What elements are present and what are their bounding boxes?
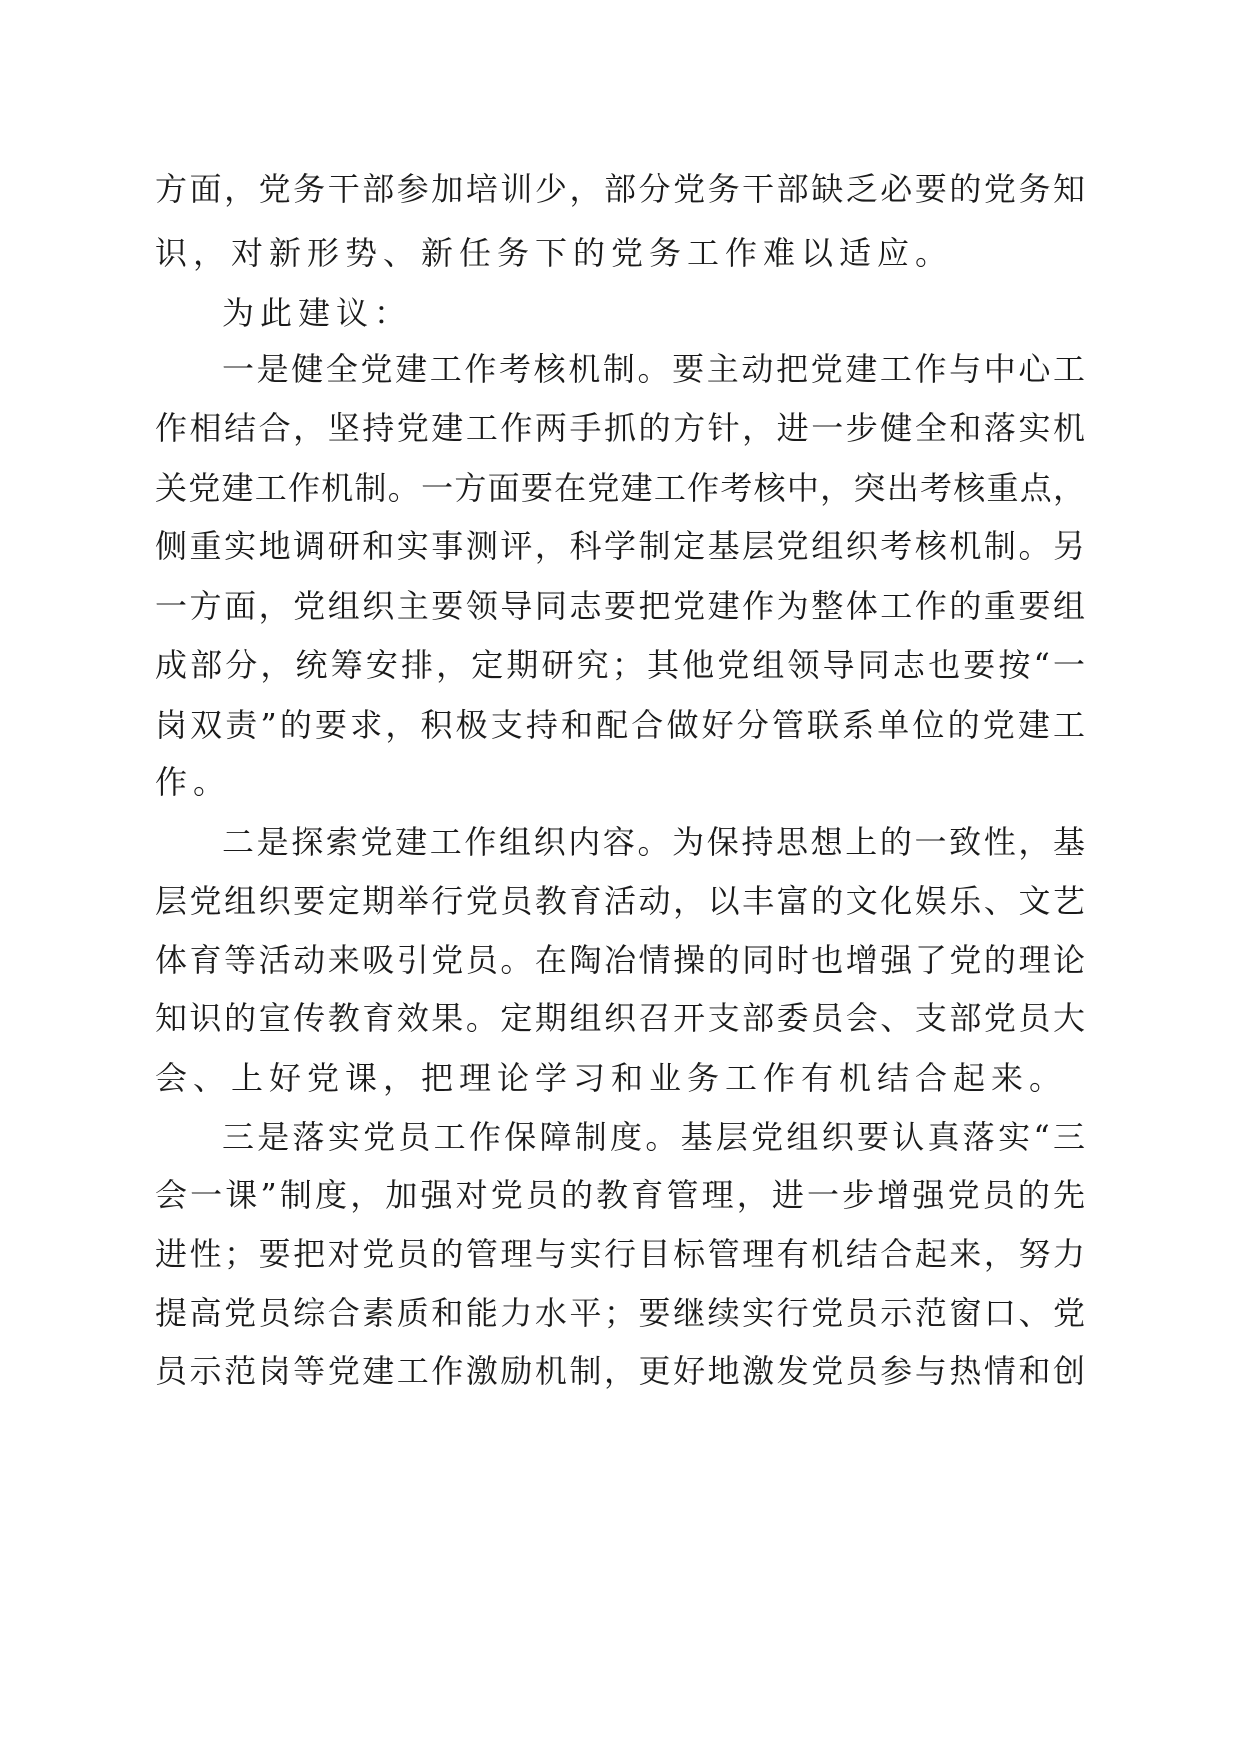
- text-line-6: 关党建工作机制。一方面要在党建工作考核中，突出考核重点，: [155, 469, 1085, 507]
- text-line-5: 作相结合，坚持党建工作两手抓的方针，进一步健全和落实机: [155, 409, 1085, 447]
- text-line-7: 侧重实地调研和实事测评，科学制定基层党组织考核机制。另: [155, 527, 1085, 565]
- text-line-16: 会、上好党课，把理论学习和业务工作有机结合起来。: [155, 1059, 1068, 1097]
- text-line-17: 三是落实党员工作保障制度。基层党组织要认真落实“三: [222, 1118, 1085, 1156]
- text-line-9: 成部分，统筹安排，定期研究；其他党组领导同志也要按“一: [155, 646, 1085, 684]
- text-line-12: 二是探索党建工作组织内容。为保持思想上的一致性，基: [222, 823, 1085, 861]
- text-line-15: 知识的宣传教育效果。定期组织召开支部委员会、支部党员大: [155, 999, 1085, 1037]
- text-line-8: 一方面，党组织主要领导同志要把党建作为整体工作的重要组: [155, 587, 1085, 625]
- text-line-18: 会一课”制度，加强对党员的教育管理，进一步增强党员的先: [155, 1176, 1085, 1214]
- text-line-14: 体育等活动来吸引党员。在陶冶情操的同时也增强了党的理论: [155, 941, 1085, 979]
- text-line-3: 为此建议：: [222, 294, 413, 332]
- text-line-10: 岗双责”的要求，积极支持和配合做好分管联系单位的党建工: [155, 706, 1085, 744]
- text-line-4: 一是健全党建工作考核机制。要主动把党建工作与中心工: [222, 350, 1085, 388]
- text-line-19: 进性；要把对党员的管理与实行目标管理有机结合起来，努力: [155, 1235, 1085, 1273]
- text-line-13: 层党组织要定期举行党员教育活动，以丰富的文化娱乐、文艺: [155, 882, 1085, 920]
- text-line-20: 提高党员综合素质和能力水平；要继续实行党员示范窗口、党: [155, 1294, 1085, 1332]
- text-line-1: 方面，党务干部参加培训少，部分党务干部缺乏必要的党务知: [155, 170, 1085, 208]
- text-line-2: 识，对新形势、新任务下的党务工作难以适应。: [155, 234, 954, 272]
- text-line-11: 作。: [155, 763, 232, 801]
- text-line-21: 员示范岗等党建工作激励机制，更好地激发党员参与热情和创: [155, 1352, 1085, 1390]
